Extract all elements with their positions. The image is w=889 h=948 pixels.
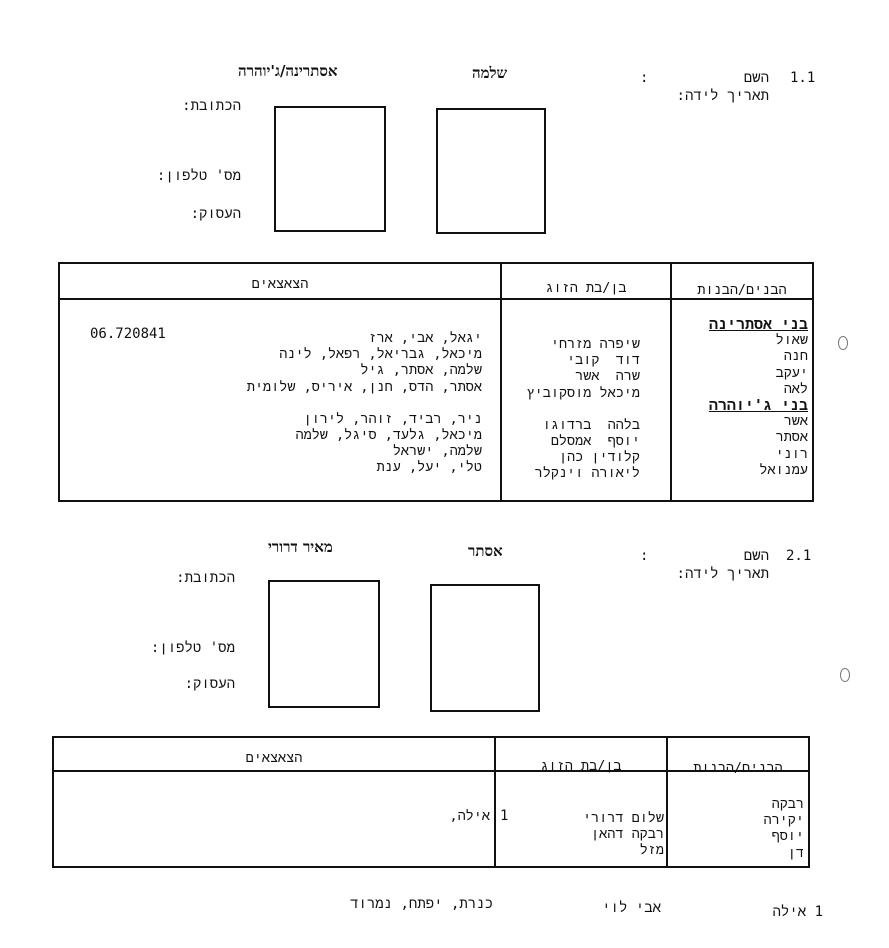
children-column — [763, 796, 804, 861]
name-colon: : — [640, 548, 649, 564]
child-name: רבקה — [771, 796, 804, 812]
footnote-marker: 1 — [500, 808, 509, 824]
phone-note: 06.720841 — [90, 326, 166, 342]
child-name: חנה — [783, 348, 808, 365]
header-descendants: הצאצאים — [245, 750, 303, 766]
descendants-line: ניר, רביד, זוהר, לירון — [303, 410, 482, 427]
header-spouse: בן/בת הזוג — [540, 758, 622, 774]
spouse-name: ליאורה וינקלר — [534, 465, 640, 482]
spouse-name: מיכאל מוסקוביץ — [526, 384, 640, 401]
child-name: לאה — [783, 380, 808, 397]
punch-hole-mark — [838, 336, 848, 350]
spouse-name: רבקה דהאן — [591, 826, 664, 843]
name-label: השם — [743, 70, 769, 86]
husband-name: אסתר — [468, 542, 503, 560]
group-title: בני אסתרינה — [708, 315, 808, 333]
child-name: שאול — [775, 332, 808, 349]
name-label: השם — [743, 548, 769, 564]
spouse-name: שיפרה מזרחי — [550, 336, 640, 352]
spouse-name: דוד קובי — [567, 352, 640, 369]
phone-label: מס' טלפון: — [156, 168, 241, 184]
child-name: יעקב — [775, 364, 808, 381]
header-children: הבנים/הבנות — [693, 760, 783, 776]
spouse-name: יוסף אמסלם — [550, 433, 640, 450]
spouse-column — [527, 336, 640, 482]
family-number: 1.1 — [790, 70, 816, 86]
group-title: בני ג'יוהרה — [708, 396, 808, 415]
child-name: אשר — [783, 413, 808, 430]
spouse-name: שרה אשר — [575, 368, 640, 385]
child-name: אסתר — [775, 429, 808, 446]
descendants-line: טלי, יעל, ענת — [376, 459, 482, 476]
child-name: רוני — [775, 445, 808, 462]
husband-photo-box — [436, 108, 546, 234]
spouse-column — [583, 810, 664, 859]
child-name: יוסף — [771, 828, 804, 845]
wife-photo-box — [268, 580, 380, 708]
child-name: דן — [787, 844, 804, 861]
punch-hole-mark — [840, 668, 850, 682]
address-label: הכתובת: — [176, 570, 235, 586]
spacer — [527, 401, 640, 417]
birthdate-label: תאריך לידה: — [676, 566, 769, 582]
descendants-line: שלמה, ישראל — [392, 443, 482, 460]
wife-name: אסתרינה/ג'יוהרה — [238, 62, 338, 80]
footnote-children: כנרת, יפתח, נמרוד — [350, 896, 493, 912]
wife-photo-box — [274, 106, 386, 232]
name-colon: : — [640, 70, 649, 86]
descendants-line: מיכאל, גלעד, סיגל, שלמה — [295, 427, 482, 444]
husband-photo-box — [430, 584, 540, 712]
header-descendants: הצאצאים — [251, 276, 309, 292]
occupation-label: העסוק: — [184, 676, 235, 692]
phone-label: מס' טלפון: — [150, 640, 235, 656]
birthdate-label: תאריך לידה: — [676, 88, 769, 104]
spouse-name: בלהה ברדוגו — [542, 416, 640, 433]
spacer — [247, 395, 482, 411]
descendants-line: שלמה, אסתר, גיל — [360, 362, 482, 379]
occupation-label: העסוק: — [190, 206, 241, 222]
spouse-name: קלודין כהן — [558, 449, 640, 466]
family-1-table — [58, 262, 814, 502]
children-column — [709, 316, 808, 478]
spouse-name: מזל — [639, 842, 664, 859]
child-name: יקירה — [763, 812, 804, 829]
descendants-line: יגאל, אבי, ארז — [368, 330, 482, 346]
wife-name: מאיר דרורי — [268, 538, 333, 556]
spouse-name: שלום דרורי — [582, 810, 664, 826]
descendants-column — [247, 330, 482, 476]
descendants-line: אילה, — [449, 808, 490, 824]
husband-name: שלמה — [472, 64, 508, 82]
footnote-spouse: אבי לוי — [602, 900, 661, 916]
footnote-label: 1 אילה — [772, 904, 823, 920]
child-name: עמנואל — [759, 461, 808, 478]
descendants-column — [449, 808, 490, 824]
header-children: הבנים/הבנות — [697, 282, 787, 298]
family-2-table — [52, 736, 810, 868]
address-label: הכתובת: — [182, 98, 241, 114]
descendants-line: מיכאל, גבריאל, רפאל, לינה — [279, 346, 482, 363]
family-number: 2.1 — [786, 548, 812, 564]
header-spouse: בן/בת הזוג — [545, 280, 627, 296]
descendants-line: אסתר, הדס, חנן, איריס, שלומית — [246, 378, 482, 395]
